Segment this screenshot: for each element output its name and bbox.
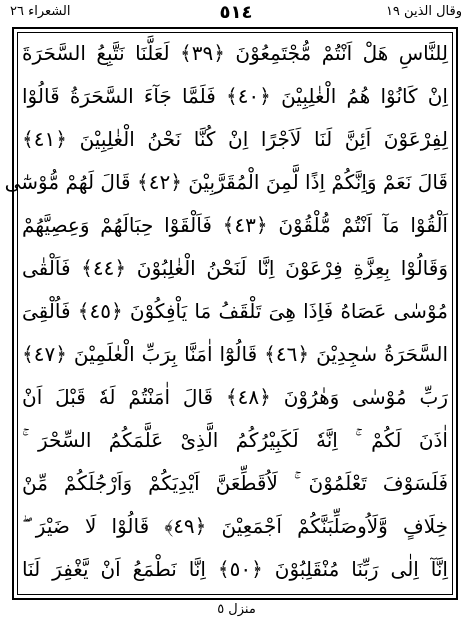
verse-line-12: خِلَافٍ وَّلَاُوصَلِّبَنَّكُمْ اَجْمَعِيْنَ ﴿٤٩﴾ قَالُوْا لَا ضَيْرَ ۖ xyxy=(22,514,448,538)
page-header xyxy=(10,2,462,26)
page-number: ٥١٤ xyxy=(219,2,253,23)
verse-line-7: مُوْسٰى عَصَاهُ فَاِذَا هِىَ تَلْقَفُ مَا يَاْفِكُوْنَ ﴿٤٥﴾ فَاُلْقِىَ xyxy=(22,299,448,323)
verse-line-4: قَالَ نَعَمْ وَاِنَّكُمْ اِذًا لَّمِنَ الْمُقَرَّبِيْنَ ﴿٤٢﴾ قَالَ لَهُمْ مُّوْسٰٓى xyxy=(4,170,448,194)
surah-label: الشعراء ٢٦ xyxy=(10,4,71,19)
verse-line-5: اَلْقُوْا مَآ اَنْتُمْ مُّلْقُوْنَ ﴿٤٣﴾ فَاَلْقَوْا حِبَالَهُمْ وَعِصِيَّهُمْ xyxy=(22,213,448,237)
verse-line-8: السَّحَرَةُ سٰجِدِيْنَ ﴿٤٦﴾ قَالُوْٓا اٰمَنَّا بِرَبِّ الْعٰلَمِيْنَ ﴿٤٧﴾ xyxy=(22,342,449,366)
juz-label: وقال الذين ١٩ xyxy=(385,4,462,19)
verse-line-2: اِنْ كَانُوْا هُمُ الْغٰلِبِيْنَ ﴿٤٠﴾ فَلَمَّا جَآءَ السَّحَرَةُ قَالُوْا xyxy=(22,84,448,108)
verse-line-3: لِفِرْعَوْنَ اَئِنَّ لَنَا لَاَجْرًا اِنْ كُنَّا نَحْنُ الْغٰلِبِيْنَ ﴿٤١﴾ xyxy=(22,127,448,151)
verse-line-1: لِلنَّاسِ هَلْ اَنْتُمْ مُّجْتَمِعُوْنَ ﴿٣٩﴾ لَعَلَّنَا نَتَّبِعُ السَّحَرَةَ xyxy=(22,41,448,65)
verse-line-13: اِنَّآ اِلٰى رَبِّنَا مُنْقَلِبُوْنَ ﴿٥٠﴾ اِنَّا نَطْمَعُ اَنْ يَّغْفِرَ لَنَا xyxy=(22,557,448,581)
page-frame xyxy=(4,27,458,600)
verse-text-block xyxy=(4,35,449,592)
verse-line-6: وَقَالُوْا بِعِزَّةِ فِرْعَوْنَ اِنَّا لَنَحْنُ الْغٰلِبُوْنَ ﴿٤٤﴾ فَاَلْقٰى xyxy=(22,256,448,280)
verse-line-11: فَلَسَوْفَ تَعْلَمُوْنَ ۚ لَاُقَطِّعَنَّ اَيْدِيَكُمْ وَاَرْجُلَكُمْ مِّنْ xyxy=(22,471,448,495)
verse-line-9: رَبِّ مُوْسٰى وَهٰرُوْنَ ﴿٤٨﴾ قَالَ اٰمَنْتُمْ لَهٗ قَبْلَ اَنْ xyxy=(22,385,448,409)
verse-line-10: اٰذَنَ لَكُمْ ۚ اِنَّهٗ لَكَبِيْرُكُمُ الَّذِىْ عَلَّمَكُمُ السِّحْرَ ۚ xyxy=(22,428,448,452)
manzil-footer: منزل ٥ xyxy=(217,602,256,617)
